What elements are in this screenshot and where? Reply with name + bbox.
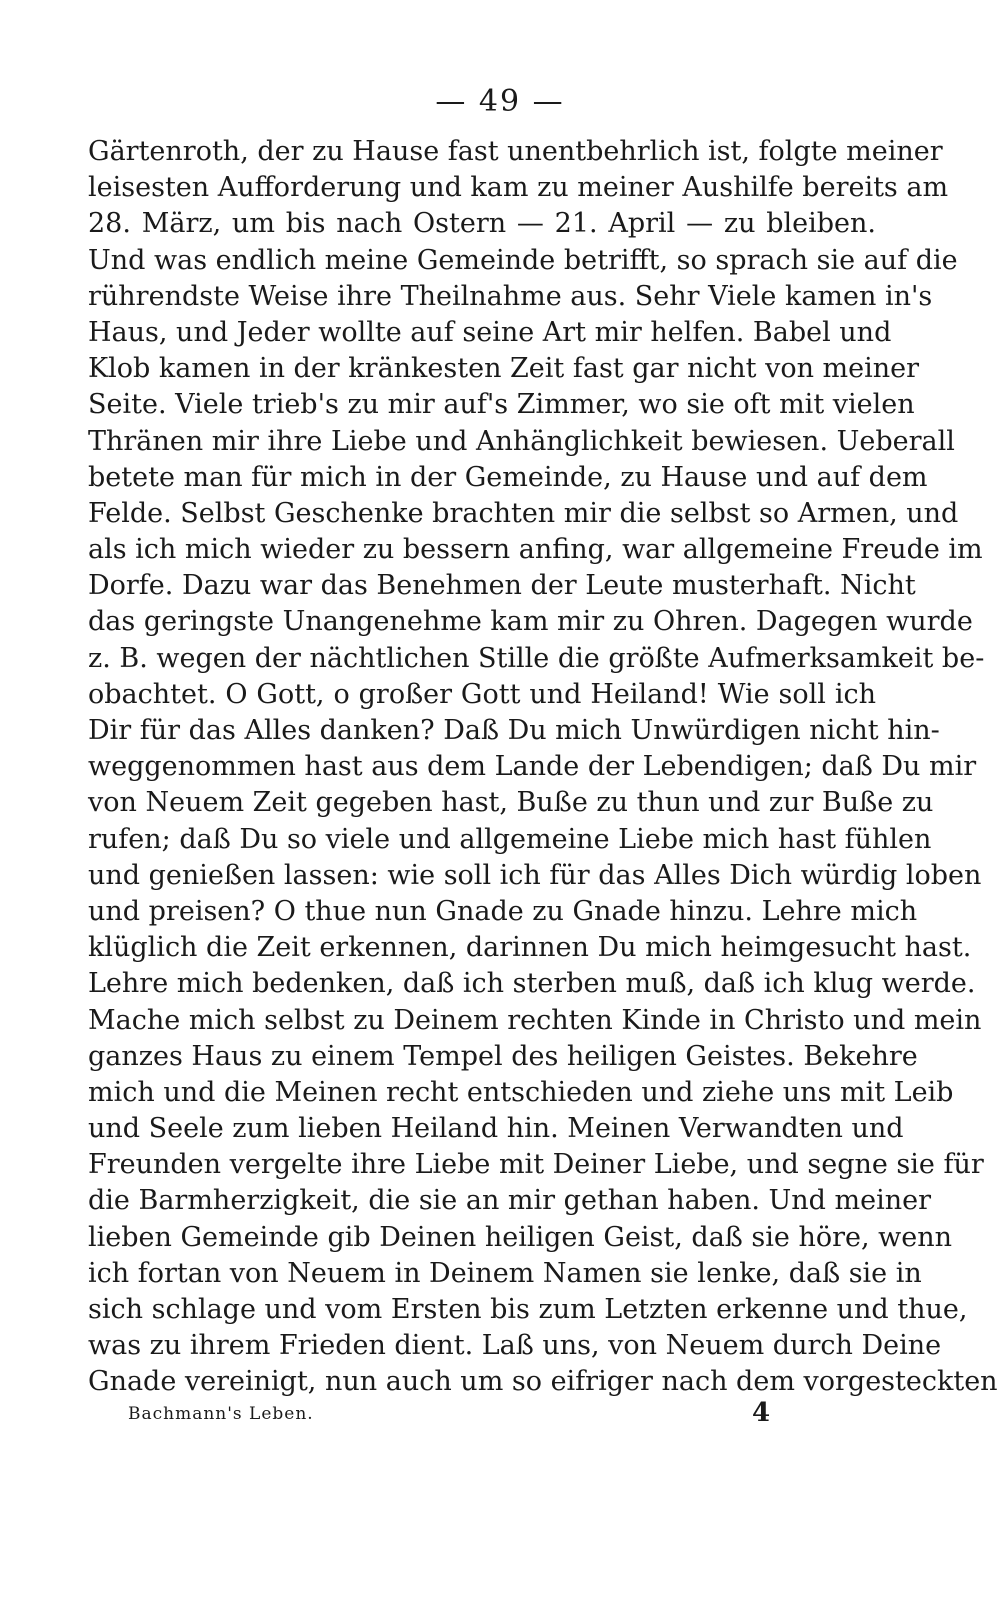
text-line: klüglich die Zeit erkennen, darinnen Du mich heimgesucht hast. (88, 932, 972, 964)
text-line: und genießen lassen: wie soll ich für das Alles Dich würdig loben (88, 859, 982, 891)
text-line: rührendste Weise ihre Theilnahme aus. Sehr Viele kamen in's (88, 280, 933, 312)
text-line: sich schlage und vom Ersten bis zum Letzten erkenne und thue, (88, 1294, 968, 1325)
text-line: Gnade vereinigt, nun auch um so eifriger nach dem vorgesteckten (88, 1366, 998, 1398)
text-line: Seite. Viele trieb's zu mir auf's Zimmer, wo sie oft mit vielen (88, 389, 915, 421)
text-line: ich fortan von Neuem in Deinem Namen sie lenke, daß sie in (88, 1257, 922, 1289)
text-line: mich und die Meinen recht entschieden und ziehe uns mit Leib (88, 1076, 954, 1108)
text-line: als ich mich wieder zu bessern anfing, war allgemeine Freude im (88, 534, 983, 566)
page-number: — 49 — (435, 84, 565, 119)
text-line: leisesten Aufforderung und kam zu meiner Aushilfe bereits am (88, 172, 949, 204)
text-line: Und was endlich meine Gemeinde betrifft, so sprach sie auf die (88, 244, 958, 276)
text-line: Lehre mich bedenken, daß ich sterben muß, daß ich klug werde. (88, 968, 976, 1000)
text-line: Haus, und Jeder wollte auf seine Art mir helfen. Babel und (88, 316, 892, 348)
text-line: lieben Gemeinde gib Deinen heiligen Geist, daß sie höre, wenn (88, 1221, 953, 1253)
text-line: Freunden vergelte ihre Liebe mit Deiner Liebe, und segne sie für (88, 1149, 984, 1181)
text-line: die Barmherzigkeit, die sie an mir gethan haben. Und meiner (88, 1185, 932, 1217)
text-line: weggenommen hast aus dem Lande der Lebendigen; daß Du mir (88, 751, 977, 783)
text-line: und Seele zum lieben Heiland hin. Meinen Verwandten und (88, 1113, 904, 1145)
text-line: Thränen mir ihre Liebe und Anhänglichkeit bewiesen. Ueberall (88, 425, 955, 457)
text-line: und preisen? O thue nun Gnade zu Gnade hinzu. Lehre mich (88, 895, 918, 927)
text-line: 28. März, um bis nach Ostern — 21. April — zu bleiben. (88, 208, 876, 240)
text-line: betete man für mich in der Gemeinde, zu Hause und auf dem (88, 461, 928, 493)
text-line: was zu ihrem Frieden dient. Laß uns, von Neuem durch Deine (88, 1330, 942, 1362)
text-line: z. B. wegen der nächtlichen Stille die größte Aufmerksamkeit be- (88, 642, 985, 674)
text-line: Dorfe. Dazu war das Benehmen der Leute musterhaft. Nicht (88, 570, 916, 602)
text-line: Klob kamen in der kränkesten Zeit fast gar nicht von meiner (88, 353, 920, 385)
text-line: von Neuem Zeit gegeben hast, Buße zu thun und zur Buße zu (88, 787, 934, 819)
printer-signature: Bachmann's Leben. (128, 1404, 314, 1424)
signature-mark: 4 (752, 1398, 771, 1428)
text-line: ganzes Haus zu einem Tempel des heiligen Geistes. Bekehre (88, 1040, 918, 1072)
text-line: das geringste Unangenehme kam mir zu Ohren. Dagegen wurde (88, 606, 973, 638)
text-line: obachtet. O Gott, o großer Gott und Heiland! Wie soll ich (88, 678, 876, 710)
text-line: Gärtenroth, der zu Hause fast unentbehrlich ist, folgte meiner (88, 136, 943, 167)
text-line: Mache mich selbst zu Deinem rechten Kinde in Christo und mein (88, 1004, 982, 1036)
body-text (88, 134, 998, 1401)
text-line: Dir für das Alles danken? Daß Du mich Unwürdigen nicht hin- (88, 715, 940, 746)
text-line: Felde. Selbst Geschenke brachten mir die selbst so Armen, und (88, 497, 959, 529)
text-line: rufen; daß Du so viele und allgemeine Liebe mich hast fühlen (88, 823, 932, 855)
